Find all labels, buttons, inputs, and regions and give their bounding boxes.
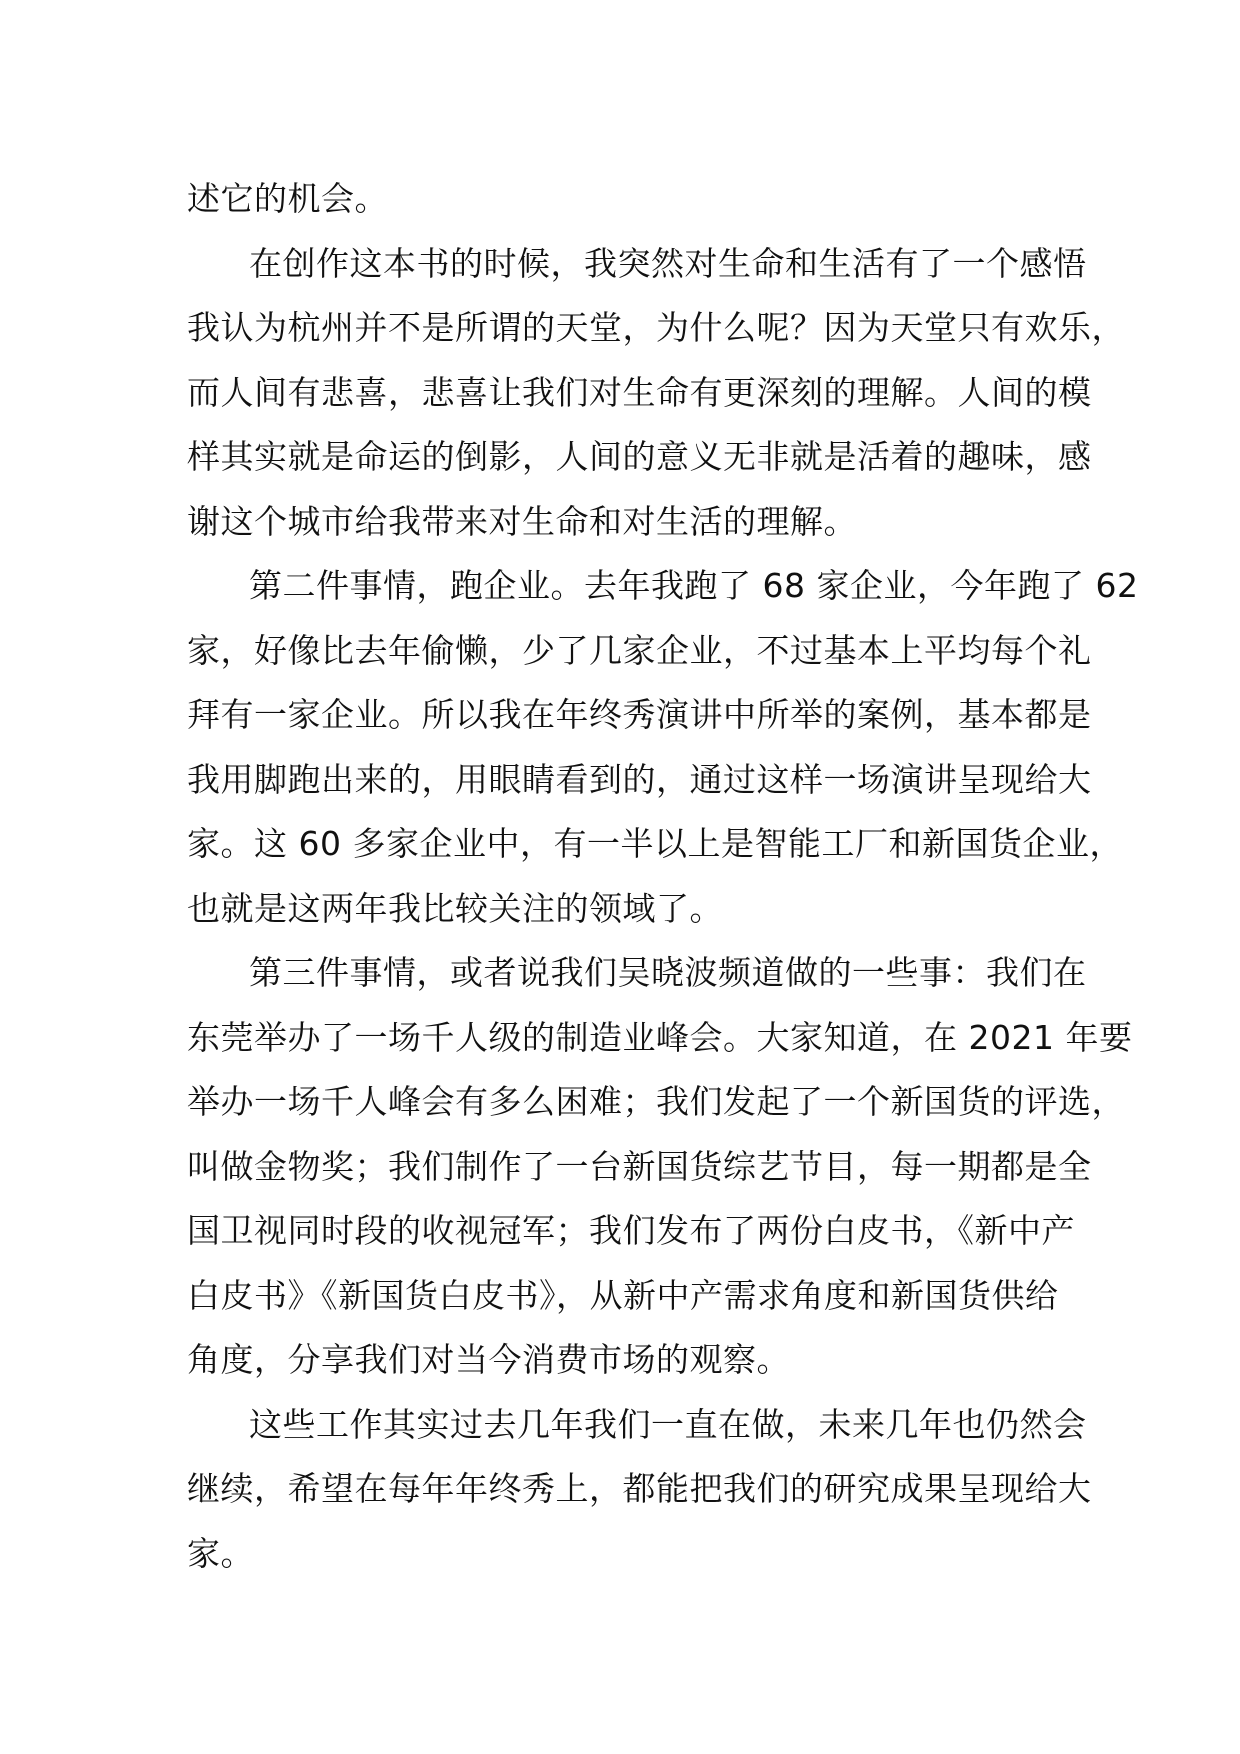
text-line: 国卫视同时段的收视冠军；我们发布了两份白皮书，《新中产 xyxy=(187,1211,1075,1250)
text-line: 我用脚跑出来的，用眼睛看到的，通过这样一场演讲呈现给大 xyxy=(187,759,1092,799)
text-line: 白皮书》《新国货白皮书》，从新中产需求角度和新国货供给 xyxy=(187,1275,1059,1315)
paragraph-first-line: 第二件事情，跑企业。去年我跑了 68 家企业，今年跑了 62 xyxy=(249,566,1139,605)
text-line: 述它的机会。 xyxy=(187,179,388,218)
text-line: 我认为杭州并不是所谓的天堂，为什么呢？因为天堂只有欢乐， xyxy=(187,308,1125,347)
text-line: 叫做金物奖；我们制作了一台新国货综艺节目，每一期都是全 xyxy=(187,1146,1092,1186)
text-line: 举办一场千人峰会有多么困难；我们发起了一个新国货的评选， xyxy=(187,1082,1125,1121)
text-line: 角度，分享我们对当今消费市场的观察。 xyxy=(187,1340,790,1379)
text-line: 谢这个城市给我带来对生命和对生活的理解。 xyxy=(187,501,857,541)
paragraph-first-line: 这些工作其实过去几年我们一直在做，未来几年也仍然会 xyxy=(249,1404,1087,1444)
text-line: 拜有一家企业。所以我在年终秀演讲中所举的案例，基本都是 xyxy=(187,695,1092,734)
paragraph-first-line: 第三件事情，或者说我们吴晓波频道做的一些事：我们在 xyxy=(249,953,1087,992)
text-line: 家。这 60 多家企业中，有一半以上是智能工厂和新国货企业， xyxy=(187,824,1123,863)
text-line: 东莞举办了一场千人级的制造业峰会。大家知道，在 2021 年要 xyxy=(187,1017,1133,1057)
paragraph-first-line: 在创作这本书的时候，我突然对生命和生活有了一个感悟 xyxy=(249,243,1087,283)
text-line: 继续，希望在每年年终秀上，都能把我们的研究成果呈现给大 xyxy=(187,1469,1092,1508)
text-line: 样其实就是命运的倒影，人间的意义无非就是活着的趣味，感 xyxy=(187,437,1092,476)
text-line: 家，好像比去年偷懒，少了几家企业，不过基本上平均每个礼 xyxy=(187,630,1092,670)
text-line: 也就是这两年我比较关注的领域了。 xyxy=(187,888,723,928)
body-text xyxy=(187,167,1139,1586)
text-line: 家。 xyxy=(187,1533,254,1573)
text-line: 而人间有悲喜，悲喜让我们对生命有更深刻的理解。人间的模 xyxy=(187,372,1092,412)
